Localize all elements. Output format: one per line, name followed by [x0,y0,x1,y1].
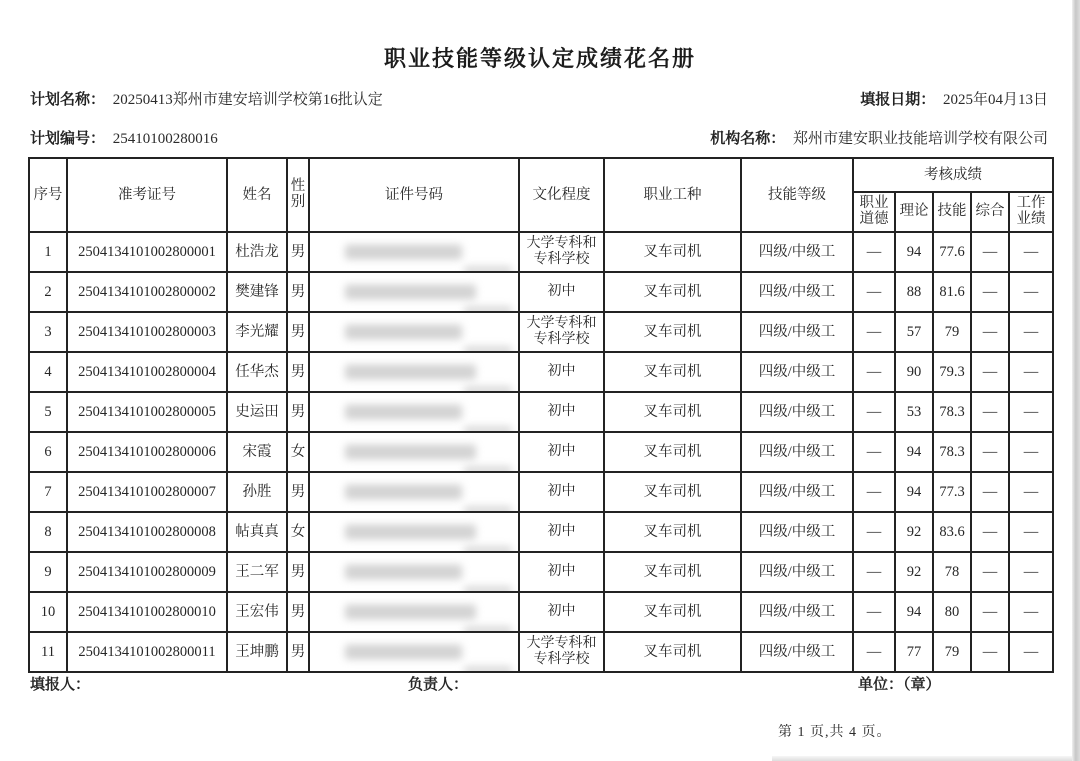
cell-occupation: 叉车司机 [604,592,741,632]
cell-gender: 男 [287,352,309,392]
redaction-smudge [345,405,461,420]
cell-exam-no: 2504134101002800006 [67,432,227,472]
table-row [29,552,1053,592]
cell-index: 1 [29,232,67,272]
id-number-redacted [310,513,518,551]
cell-id-number [309,512,519,552]
cell-skill-level: 四级/中级工 [741,392,853,432]
cell-education: 大学专科和专科学校 [519,632,604,672]
id-number-redacted [310,393,518,431]
header-exam-no: 准考证号 [67,158,227,232]
cell-occupation: 叉车司机 [604,472,741,512]
cell-gender: 男 [287,472,309,512]
redaction-smudge [345,525,476,540]
cell-score-theory: 57 [895,312,933,352]
table-row [29,592,1053,632]
cell-score-comprehensive: — [971,512,1009,552]
report-date [860,88,1048,109]
cell-index: 6 [29,432,67,472]
cell-score-theory: 53 [895,392,933,432]
cell-index: 7 [29,472,67,512]
cell-score-theory: 94 [895,232,933,272]
redaction-smudge [345,605,476,620]
cell-score-ethics: — [853,472,895,512]
cell-exam-no: 2504134101002800004 [67,352,227,392]
cell-name: 李光耀 [227,312,287,352]
cell-score-work: — [1009,552,1053,592]
cell-skill-level: 四级/中级工 [741,432,853,472]
cell-score-theory: 94 [895,472,933,512]
cell-score-ethics: — [853,552,895,592]
cell-occupation: 叉车司机 [604,432,741,472]
cell-score-skill: 77.3 [933,472,971,512]
id-number-redacted [310,473,518,511]
id-number-redacted [310,433,518,471]
cell-score-skill: 79 [933,312,971,352]
cell-score-skill: 79 [933,632,971,672]
cell-name: 王坤鹏 [227,632,287,672]
header-sub-ethics: 职业道德 [853,192,895,232]
cell-score-ethics: — [853,352,895,392]
cell-gender: 男 [287,272,309,312]
cell-education: 初中 [519,472,604,512]
id-number-redacted [310,273,518,311]
id-number-redacted [310,313,518,351]
plan-no-label: 计划编号： [30,131,106,147]
table-row [29,472,1053,512]
cell-score-skill: 77.6 [933,232,971,272]
cell-gender: 男 [287,592,309,632]
cell-id-number [309,592,519,632]
header-sub-work: 工作业绩 [1009,192,1053,232]
table-row [29,352,1053,392]
cell-gender: 男 [287,632,309,672]
cell-score-comprehensive: — [971,472,1009,512]
cell-gender: 男 [287,312,309,352]
page-title: 职业技能等级认定成绩花名册 [383,46,696,71]
cell-score-work: — [1009,632,1053,672]
cell-education: 大学专科和专科学校 [519,232,604,272]
cell-score-comprehensive: — [971,352,1009,392]
cell-id-number [309,272,519,312]
cell-score-work: — [1009,352,1053,392]
cell-education: 初中 [519,592,604,632]
cell-occupation: 叉车司机 [604,632,741,672]
cell-name: 杜浩龙 [227,232,287,272]
cell-score-work: — [1009,272,1053,312]
cell-score-comprehensive: — [971,432,1009,472]
cell-education: 初中 [519,512,604,552]
cell-score-skill: 80 [933,592,971,632]
plan-name-label: 计划名称： [30,92,106,108]
redaction-smudge [345,245,461,260]
cell-occupation: 叉车司机 [604,232,741,272]
header-gender: 性别 [287,158,309,232]
id-number-redacted [310,633,518,671]
cell-score-theory: 77 [895,632,933,672]
cell-score-comprehensive: — [971,552,1009,592]
cell-occupation: 叉车司机 [604,392,741,432]
cell-id-number [309,632,519,672]
cell-exam-no: 2504134101002800008 [67,512,227,552]
redaction-smudge [345,325,461,340]
cell-score-work: — [1009,432,1053,472]
cell-id-number [309,232,519,272]
cell-score-ethics: — [853,392,895,432]
cell-name: 任华杰 [227,352,287,392]
redaction-smudge [345,285,476,300]
cell-exam-no: 2504134101002800010 [67,592,227,632]
cell-occupation: 叉车司机 [604,552,741,592]
cell-id-number [309,352,519,392]
cell-education: 初中 [519,352,604,392]
table-row [29,512,1053,552]
scan-edge-bottom [772,756,1072,761]
cell-name: 宋霞 [227,432,287,472]
cell-score-ethics: — [853,432,895,472]
cell-score-ethics: — [853,592,895,632]
cell-index: 5 [29,392,67,432]
cell-score-theory: 94 [895,592,933,632]
org-name-value: 郑州市建安职业技能培训学校有限公司 [792,131,1048,147]
cell-id-number [309,552,519,592]
cell-score-ethics: — [853,512,895,552]
cell-exam-no: 2504134101002800005 [67,392,227,432]
cell-score-skill: 78 [933,552,971,592]
table-row [29,432,1053,472]
cell-id-number [309,312,519,352]
table-row [29,392,1053,432]
cell-index: 2 [29,272,67,312]
cell-index: 9 [29,552,67,592]
cell-skill-level: 四级/中级工 [741,632,853,672]
header-education: 文化程度 [519,158,604,232]
org-name [710,127,1048,148]
header-sub-comprehensive: 综合 [971,192,1009,232]
cell-score-comprehensive: — [971,272,1009,312]
cell-skill-level: 四级/中级工 [741,232,853,272]
redaction-smudge [345,445,476,460]
cell-gender: 男 [287,232,309,272]
cell-score-skill: 81.6 [933,272,971,312]
cell-name: 王宏伟 [227,592,287,632]
cell-score-ethics: — [853,232,895,272]
cell-score-theory: 90 [895,352,933,392]
cell-score-skill: 83.6 [933,512,971,552]
plan-no-value: 25410100280016 [112,131,218,147]
plan-no [30,127,218,148]
cell-exam-no: 2504134101002800003 [67,312,227,352]
cell-index: 3 [29,312,67,352]
cell-score-work: — [1009,472,1053,512]
cell-skill-level: 四级/中级工 [741,352,853,392]
header-assessment: 考核成绩 [853,158,1053,192]
header-index: 序号 [29,158,67,232]
cell-score-skill: 79.3 [933,352,971,392]
page-number: 第 1 页,共 4 页。 [778,725,892,740]
cell-id-number [309,472,519,512]
cell-name: 帖真真 [227,512,287,552]
header-sub-theory: 理论 [895,192,933,232]
cell-score-comprehensive: — [971,312,1009,352]
cell-exam-no: 2504134101002800009 [67,552,227,592]
scan-edge-right [1072,0,1080,761]
cell-name: 孙胜 [227,472,287,512]
table-header [29,158,1053,232]
cell-score-comprehensive: — [971,632,1009,672]
plan-name-value: 20250413郑州市建安培训学校第16批认定 [112,92,383,108]
cell-index: 11 [29,632,67,672]
cell-score-theory: 92 [895,512,933,552]
cell-index: 8 [29,512,67,552]
id-number-redacted [310,233,518,271]
cell-exam-no: 2504134101002800007 [67,472,227,512]
cell-skill-level: 四级/中级工 [741,472,853,512]
cell-score-theory: 94 [895,432,933,472]
cell-exam-no: 2504134101002800011 [67,632,227,672]
header-id-number: 证件号码 [309,158,519,232]
cell-gender: 男 [287,552,309,592]
header-name: 姓名 [227,158,287,232]
cell-skill-level: 四级/中级工 [741,272,853,312]
cell-exam-no: 2504134101002800002 [67,272,227,312]
cell-score-ethics: — [853,312,895,352]
cell-name: 王二军 [227,552,287,592]
id-number-redacted [310,553,518,591]
cell-gender: 男 [287,392,309,432]
org-name-label: 机构名称： [710,131,786,147]
redaction-smudge [345,485,461,500]
plan-name [30,88,383,109]
id-number-redacted [310,353,518,391]
id-number-redacted [310,593,518,631]
cell-score-comprehensive: — [971,592,1009,632]
cell-score-work: — [1009,512,1053,552]
roster-body [29,232,1053,672]
cell-exam-no: 2504134101002800001 [67,232,227,272]
cell-score-skill: 78.3 [933,432,971,472]
cell-occupation: 叉车司机 [604,352,741,392]
cell-score-theory: 88 [895,272,933,312]
cell-skill-level: 四级/中级工 [741,552,853,592]
cell-skill-level: 四级/中级工 [741,312,853,352]
cell-occupation: 叉车司机 [604,512,741,552]
redaction-smudge [345,565,461,580]
header-skill-level: 技能等级 [741,158,853,232]
table-row [29,312,1053,352]
cell-education: 初中 [519,272,604,312]
cell-score-work: — [1009,312,1053,352]
table-row [29,632,1053,672]
cell-skill-level: 四级/中级工 [741,592,853,632]
header-sub-skill: 技能 [933,192,971,232]
cell-score-work: — [1009,392,1053,432]
filler-label: 填报人： [30,677,91,693]
cell-score-comprehensive: — [971,232,1009,272]
cell-score-work: — [1009,232,1053,272]
cell-score-ethics: — [853,632,895,672]
table-row [29,232,1053,272]
cell-index: 4 [29,352,67,392]
cell-score-theory: 92 [895,552,933,592]
cell-name: 樊建锋 [227,272,287,312]
results-table [28,157,1054,673]
cell-name: 史运田 [227,392,287,432]
header-occupation: 职业工种 [604,158,741,232]
redaction-smudge [345,645,461,660]
cell-id-number [309,392,519,432]
cell-occupation: 叉车司机 [604,272,741,312]
table-row [29,272,1053,312]
cell-occupation: 叉车司机 [604,312,741,352]
cell-score-ethics: — [853,272,895,312]
cell-education: 初中 [519,392,604,432]
redaction-smudge [464,666,512,672]
cell-gender: 女 [287,432,309,472]
cell-gender: 女 [287,512,309,552]
report-date-value: 2025年04月13日 [942,92,1048,108]
cell-skill-level: 四级/中级工 [741,512,853,552]
cell-score-comprehensive: — [971,392,1009,432]
unit-seal-label: 单位：（章） [858,677,941,693]
cell-score-work: — [1009,592,1053,632]
cell-index: 10 [29,592,67,632]
cell-education: 大学专科和专科学校 [519,312,604,352]
cell-education: 初中 [519,432,604,472]
cell-id-number [309,432,519,472]
cell-education: 初中 [519,552,604,592]
redaction-smudge [345,365,476,380]
manager-label: 负责人： [408,677,469,693]
report-date-label: 填报日期： [860,92,936,108]
cell-score-skill: 78.3 [933,392,971,432]
